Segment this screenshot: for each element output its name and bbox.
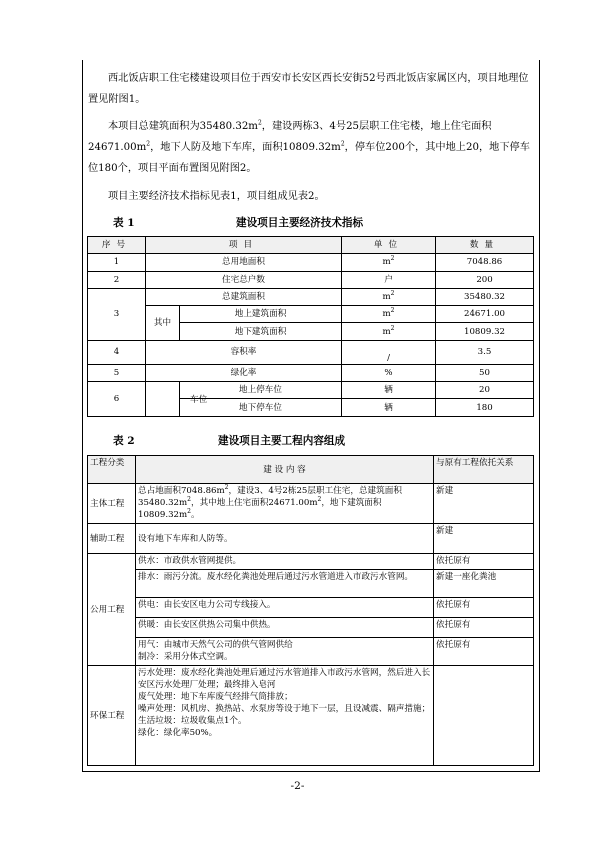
content-heating: 供暖：由长安区供热公司集中供热。 — [136, 618, 434, 638]
table-row-main — [88, 484, 534, 524]
content-env: 污水处理：废水经化粪池处理后通过污水管道排入市政污水管网，然后进入长安区污水处理厂处理；最终排入皂河 废气处理：地下车库废气经排气筒排放； 噪声处理：风机房、换热站、水泵房等设于地下一层，且设减震、隔声措施； 生活垃圾：垃圾收集点1个。 绿化：绿化率50%。 — [136, 666, 434, 766]
table1-label: 表 1 — [113, 217, 135, 229]
table-header-row — [88, 237, 534, 254]
row-unit: $m^2$ — [342, 288, 436, 305]
row-qty: 7048.86 — [436, 254, 534, 271]
relation-gas: 依托原有 — [434, 638, 534, 666]
header-item: 项目 — [146, 237, 342, 254]
paragraph-location: 西北饭店职工住宅楼建设项目位于西安市长安区西长安街52号西北饭店家属区内，项目地理位置见附图1。 — [88, 73, 529, 105]
category-aux: 辅助工程 — [88, 524, 136, 554]
relation-heating: 依托原有 — [434, 618, 534, 638]
paragraph-tables-ref: 项目主要经济技术指标见表1，项目组成见表2。 — [108, 191, 325, 202]
row-item: 住宅总户数 — [146, 271, 342, 288]
header-unit: 单位 — [342, 237, 436, 254]
row-qty: 10809.32 — [436, 323, 534, 340]
table-row-public — [88, 598, 534, 618]
row-no: 1 — [88, 254, 146, 271]
table-header-row — [88, 456, 534, 484]
category-public: 公用工程 — [88, 554, 136, 666]
row-qty: 20 — [436, 382, 534, 399]
content-power: 供电：由长安区电力公司专线接入。 — [136, 598, 434, 618]
table-row — [88, 288, 534, 305]
row-item: 地上建筑面积 — [180, 306, 342, 323]
row-no: 3 — [88, 288, 146, 340]
row-qty: 24671.00 — [436, 306, 534, 323]
header-content: 建 设 内 容 — [136, 456, 434, 484]
relation-water: 依托原有 — [434, 554, 534, 570]
row-item: 地上停车位 — [180, 382, 342, 399]
row-unit: 户 — [342, 271, 436, 288]
relation-aux: 新建 — [434, 524, 534, 554]
row-qty: 3.5 — [436, 340, 534, 364]
category-env: 环保工程 — [88, 666, 136, 766]
row-no: 4 — [88, 340, 146, 364]
table-row — [88, 306, 534, 323]
table-row — [88, 271, 534, 288]
table1-title: 建设项目主要经济技术指标 — [236, 217, 364, 229]
header-qty: 数量 — [436, 237, 534, 254]
content-main: 总占地面积$7048.86m^2$，建设3、4号2栋25层职工住宅，总建筑面积$35480.32m^2$，其中地上住宅面积$24671.00m^2$，地下建筑面积$10809.32m^2$。 — [136, 484, 434, 524]
row-no: 2 — [88, 271, 146, 288]
row-unit: 辆 — [342, 382, 436, 399]
content-aux: 设有地下车库和人防等。 — [136, 524, 434, 554]
content-gas-cooling: 用气：由城市天然气公司的供气管网供给 制冷：采用分体式空调。 — [136, 638, 434, 666]
row-item: 绿化率 — [146, 364, 342, 381]
row-qty: 200 — [436, 271, 534, 288]
table-row-public — [88, 618, 534, 638]
content-drainage: 排水：雨污分流。废水经化粪池处理后通过污水管道进入市政污水管网。 — [136, 570, 434, 598]
row-item: 总建筑面积 — [146, 288, 342, 305]
row-unit: 辆 — [342, 399, 436, 416]
table-row — [88, 382, 534, 399]
row-item: 容积率 — [146, 340, 342, 364]
table-economic-indicators — [87, 236, 534, 417]
row-qty: 35480.32 — [436, 288, 534, 305]
table-row-public — [88, 638, 534, 666]
table-row-public — [88, 554, 534, 570]
row-unit: % — [342, 364, 436, 381]
table-row — [88, 254, 534, 271]
row-item: 总用地面积 — [146, 254, 342, 271]
row-item: 地下停车位 — [180, 399, 342, 416]
relation-main: 新建 — [434, 484, 534, 524]
table2-label: 表 2 — [113, 435, 135, 447]
row-qty: 180 — [436, 399, 534, 416]
table-project-composition — [87, 455, 534, 766]
table2-title: 建设项目主要工程内容组成 — [218, 435, 346, 447]
row-unit: $m^2$ — [342, 254, 436, 271]
relation-env — [434, 666, 534, 766]
parking-group-label: 车位 — [190, 395, 208, 405]
row-no: 5 — [88, 364, 146, 381]
row-group: 其中 — [146, 306, 180, 341]
row-group — [146, 382, 180, 417]
relation-drainage: 新建一座化粪池 — [434, 570, 534, 598]
row-qty: 50 — [436, 364, 534, 381]
table-row-public — [88, 570, 534, 598]
row-unit: $m^2$ — [342, 323, 436, 340]
header-no: 序号 — [88, 237, 146, 254]
table-row-aux — [88, 524, 534, 554]
row-item: 地下建筑面积 — [180, 323, 342, 340]
table-row — [88, 340, 534, 364]
paragraph-scale: 本项目总建筑面积为$35480.32m^2$，建设两栋3、4号25层职工住宅楼，地上住宅面积$24671.00m^2$，地下人防及地下车库，面积$10809.32m^2$，停车位200个，其中地上20，地下停车位180个，项目平面布置图见附图2。 — [88, 119, 530, 174]
content-water: 供水：市政供水管网提供。 — [136, 554, 434, 570]
header-category: 工程分类 — [88, 456, 136, 484]
row-unit: $m^2$ — [342, 306, 436, 323]
category-main: 主体工程 — [88, 484, 136, 524]
row-unit: / — [342, 340, 436, 364]
page-number: -2- — [290, 780, 305, 792]
row-no: 6 — [88, 382, 146, 417]
table-row-env — [88, 666, 534, 766]
table-row — [88, 364, 534, 381]
header-relation: 与原有工程依托关系 — [434, 456, 534, 484]
relation-power: 依托原有 — [434, 598, 534, 618]
